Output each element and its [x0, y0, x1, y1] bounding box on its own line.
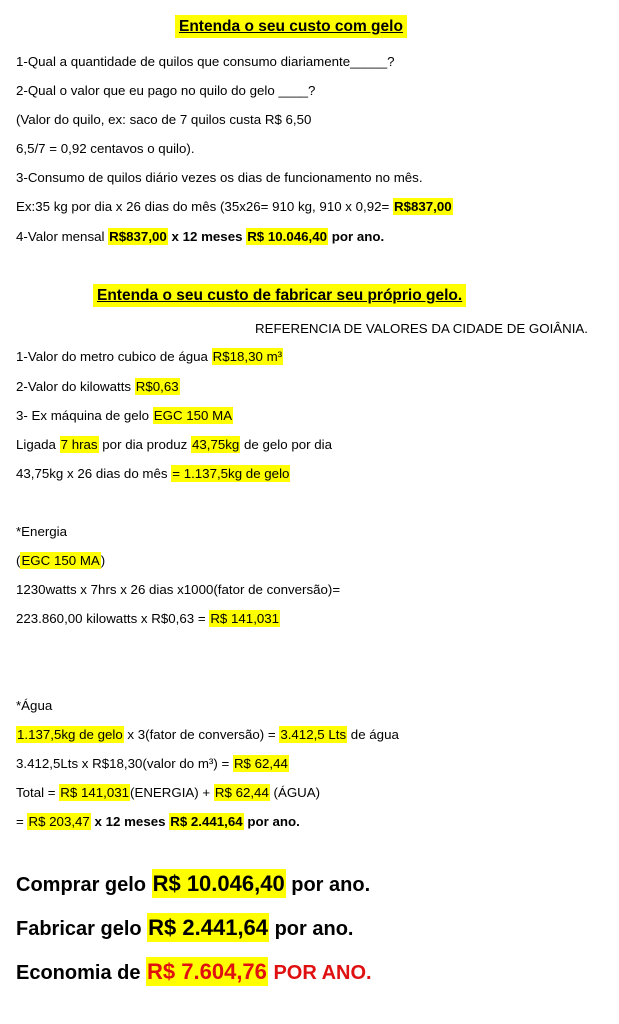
kw-price-value: R$0,63: [135, 379, 179, 394]
energy-machine-line: [16, 552, 105, 570]
question-3: 3-Consumo de quilos diário vezes os dias de funcionamento no mês.: [16, 170, 423, 185]
water-cost: R$ 62,44: [233, 756, 288, 771]
machine-value: EGC 150 MA: [153, 408, 233, 423]
production-c: de gelo por dia: [240, 437, 332, 452]
water-liters-line: [16, 726, 399, 744]
summary-save-label: Economia de: [16, 962, 147, 984]
water-heading: *Água: [16, 698, 53, 713]
water-calc-a: x 3(fator de conversão) =: [123, 727, 280, 742]
fab-suffix: por ano.: [243, 814, 300, 829]
water-calc-b: de água: [347, 727, 399, 742]
machine-label: 3- Ex máquina de gelo: [16, 408, 153, 423]
summary-make-value: R$ 2.441,64: [148, 915, 269, 940]
total-line: [16, 784, 320, 802]
water-ice: 1.137,5kg de gelo: [17, 727, 123, 742]
production-line: [16, 436, 332, 454]
total-energy: R$ 141,031: [60, 785, 130, 800]
energy-calc: 1230watts x 7hrs x 26 dias x1000(fator de conversão)=: [16, 582, 341, 597]
machine-line: [16, 407, 233, 425]
question-4: [16, 228, 384, 246]
fab-mult: x 12 meses: [90, 814, 170, 829]
summary-buy-suffix: por ano.: [285, 874, 371, 896]
monthly-cost: R$837,00: [109, 229, 167, 244]
water-liters: 3.412,5 Lts: [280, 727, 347, 742]
energy-heading: *Energia: [16, 524, 68, 539]
monthly-production-a: 43,75kg x 26 dias do mês: [16, 466, 172, 481]
section1-title: Entenda o seu custo com gelo: [175, 15, 407, 38]
energy-paren-open: (: [16, 553, 21, 568]
annual-cost: R$ 10.046,40: [247, 229, 328, 244]
energy-result-line: [16, 610, 280, 628]
monthly-production-line: [16, 465, 290, 483]
total-a: Total =: [16, 785, 60, 800]
summary-make-label: Fabricar gelo: [16, 918, 148, 940]
kw-price-label: 2-Valor do kilowatts: [16, 379, 135, 394]
total-c: (ÁGUA): [269, 785, 321, 800]
summary-savings: [16, 958, 372, 987]
energy-result-label: 223.860,00 kilowatts x R$0,63 =: [16, 611, 210, 626]
production-a: Ligada: [16, 437, 60, 452]
section1-title-wrap: [175, 18, 407, 36]
water-cost-line: [16, 755, 289, 773]
kw-price-line: [16, 378, 180, 396]
energy-paren-close: ): [100, 553, 106, 568]
summary-save-value: R$ 7.604,76: [147, 959, 267, 984]
example-value: R$837,00: [394, 199, 452, 214]
energy-machine: EGC 150 MA: [21, 553, 100, 568]
price-note-1: (Valor do quilo, ex: saco de 7 quilos custa R$ 6,50: [16, 112, 312, 127]
summary-buy: [16, 870, 370, 899]
summary-make-suffix: por ano.: [269, 918, 354, 940]
fab-monthly: R$ 203,47: [28, 814, 90, 829]
reference-note: REFERENCIA DE VALORES DA CIDADE DE GOIÂNIA.: [255, 321, 588, 336]
example-line: [16, 198, 453, 216]
q4-suffix: por ano.: [328, 229, 385, 244]
question-2: 2-Qual o valor que eu pago no quilo do gelo ____?: [16, 83, 316, 98]
summary-make: [16, 914, 353, 943]
summary-save-suffix: POR ANO.: [267, 962, 372, 984]
total-b: (ENERGIA) +: [130, 785, 214, 800]
q4-prefix: 4-Valor mensal: [16, 229, 109, 244]
question-1: 1-Qual a quantidade de quilos que consumo diariamente_____?: [16, 54, 395, 69]
total-water: R$ 62,44: [214, 785, 269, 800]
water-cost-label: 3.412,5Lts x R$18,30(valor do m³) =: [16, 756, 233, 771]
water-price-line: [16, 348, 283, 366]
price-note-2: 6,5/7 = 0,92 centavos o quilo).: [16, 141, 195, 156]
water-price-value: R$18,30 m³: [212, 349, 283, 364]
production-kg: 43,75kg: [192, 437, 240, 452]
annual-eq: =: [16, 814, 28, 829]
production-b: por dia produz: [98, 437, 191, 452]
q4-mult: x 12 meses: [167, 229, 247, 244]
summary-buy-label: Comprar gelo: [16, 874, 152, 896]
production-hours: 7 hras: [60, 437, 98, 452]
energy-result: R$ 141,031: [210, 611, 280, 626]
annual-fabrication-line: [16, 813, 300, 831]
section2-title-wrap: [93, 287, 466, 305]
example-text: Ex:35 kg por dia x 26 dias do mês (35x26= 910 kg, 910 x 0,92=: [16, 199, 393, 214]
monthly-production-total: = 1.137,5kg de gelo: [172, 466, 290, 481]
fab-annual: R$ 2.441,64: [170, 814, 243, 829]
summary-buy-value: R$ 10.046,40: [152, 871, 285, 896]
water-price-label: 1-Valor do metro cubico de água: [16, 349, 212, 364]
section2-title: Entenda o seu custo de fabricar seu próprio gelo.: [93, 284, 466, 307]
